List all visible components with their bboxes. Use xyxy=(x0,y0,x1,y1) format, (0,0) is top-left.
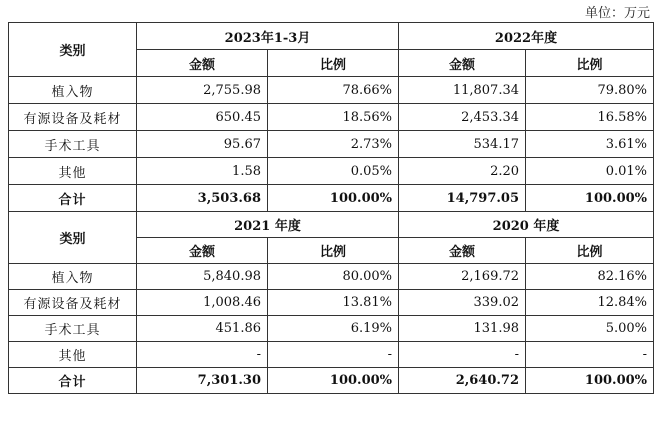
section2-period-row xyxy=(9,212,654,238)
total-amount-cell: 3,503.68 xyxy=(137,185,268,212)
amount-cell: 1,008.46 xyxy=(137,290,268,316)
category-cell: 有源设备及耗材 xyxy=(9,290,137,316)
total-row xyxy=(9,368,654,394)
ratio-cell: 3.61% xyxy=(526,131,654,158)
ratio-cell: 82.16% xyxy=(526,264,654,290)
period-header: 2022年度 xyxy=(399,23,654,50)
ratio-cell: 78.66% xyxy=(268,77,399,104)
ratio-cell: 80.00% xyxy=(268,264,399,290)
table-row xyxy=(9,264,654,290)
total-ratio-cell: 100.00% xyxy=(526,368,654,394)
period-header: 2020 年度 xyxy=(399,212,654,238)
table-row xyxy=(9,342,654,368)
ratio-cell: - xyxy=(526,342,654,368)
amount-cell: 2,169.72 xyxy=(399,264,526,290)
table-row xyxy=(9,290,654,316)
category-cell: 植入物 xyxy=(9,77,137,104)
category-cell: 其他 xyxy=(9,158,137,185)
amount-cell: 339.02 xyxy=(399,290,526,316)
ratio-cell: 16.58% xyxy=(526,104,654,131)
ratio-cell: 2.73% xyxy=(268,131,399,158)
amount-cell: - xyxy=(399,342,526,368)
period-header: 2023年1-3月 xyxy=(137,23,399,50)
table-row xyxy=(9,77,654,104)
total-label: 合计 xyxy=(9,185,137,212)
ratio-header: 比例 xyxy=(268,50,399,77)
amount-cell: - xyxy=(137,342,268,368)
total-amount-cell: 7,301.30 xyxy=(137,368,268,394)
total-row xyxy=(9,185,654,212)
table-row xyxy=(9,316,654,342)
total-ratio-cell: 100.00% xyxy=(268,185,399,212)
amount-cell: 5,840.98 xyxy=(137,264,268,290)
category-header: 类别 xyxy=(9,23,137,77)
total-ratio-cell: 100.00% xyxy=(268,368,399,394)
table-row xyxy=(9,158,654,185)
amount-header: 金额 xyxy=(399,238,526,264)
ratio-header: 比例 xyxy=(526,50,654,77)
total-amount-cell: 2,640.72 xyxy=(399,368,526,394)
total-amount-cell: 14,797.05 xyxy=(399,185,526,212)
ratio-header: 比例 xyxy=(526,238,654,264)
ratio-cell: 18.56% xyxy=(268,104,399,131)
amount-cell: 131.98 xyxy=(399,316,526,342)
total-label: 合计 xyxy=(9,368,137,394)
amount-cell: 95.67 xyxy=(137,131,268,158)
amount-cell: 451.86 xyxy=(137,316,268,342)
amount-header: 金额 xyxy=(399,50,526,77)
period-header: 2021 年度 xyxy=(137,212,399,238)
table-row xyxy=(9,131,654,158)
category-header: 类别 xyxy=(9,212,137,264)
amount-cell: 534.17 xyxy=(399,131,526,158)
amount-cell: 650.45 xyxy=(137,104,268,131)
amount-cell: 1.58 xyxy=(137,158,268,185)
category-cell: 其他 xyxy=(9,342,137,368)
ratio-cell: 6.19% xyxy=(268,316,399,342)
amount-cell: 2.20 xyxy=(399,158,526,185)
ratio-cell: 5.00% xyxy=(526,316,654,342)
amount-cell: 2,453.34 xyxy=(399,104,526,131)
category-cell: 手术工具 xyxy=(9,316,137,342)
amount-cell: 2,755.98 xyxy=(137,77,268,104)
category-cell: 植入物 xyxy=(9,264,137,290)
amount-cell: 11,807.34 xyxy=(399,77,526,104)
section1-period-row xyxy=(9,23,654,50)
ratio-cell: 79.80% xyxy=(526,77,654,104)
amount-header: 金额 xyxy=(137,50,268,77)
ratio-header: 比例 xyxy=(268,238,399,264)
category-cell: 有源设备及耗材 xyxy=(9,104,137,131)
ratio-cell: 12.84% xyxy=(526,290,654,316)
total-ratio-cell: 100.00% xyxy=(526,185,654,212)
amount-header: 金额 xyxy=(137,238,268,264)
ratio-cell: - xyxy=(268,342,399,368)
table-row xyxy=(9,104,654,131)
ratio-cell: 13.81% xyxy=(268,290,399,316)
revenue-by-category-table xyxy=(8,22,654,394)
category-cell: 手术工具 xyxy=(9,131,137,158)
ratio-cell: 0.01% xyxy=(526,158,654,185)
ratio-cell: 0.05% xyxy=(268,158,399,185)
unit-label: 单位：万元 xyxy=(584,6,650,21)
